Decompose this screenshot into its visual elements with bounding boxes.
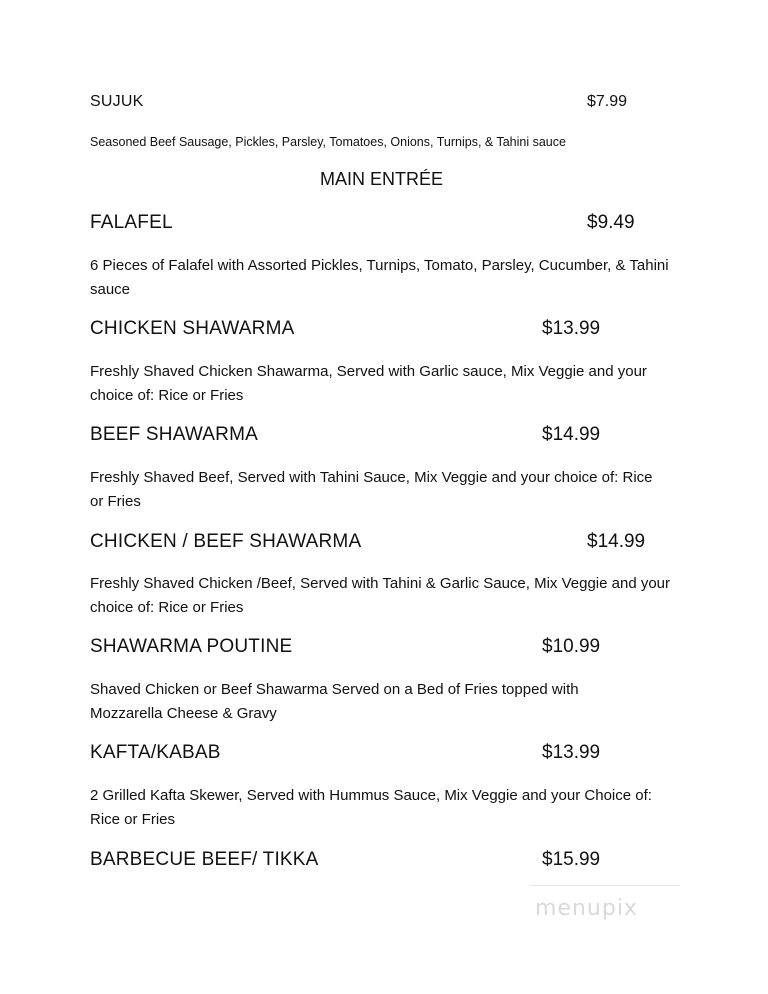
item-price-chicken-beef-shawarma: $14.99 (587, 531, 646, 552)
item-price-shawarma-poutine: $10.99 (542, 636, 601, 657)
item-price-kafta-kabab: $13.99 (542, 742, 601, 763)
watermark-line (530, 885, 680, 886)
item-name-chicken-beef-shawarma: CHICKEN / BEEF SHAWARMA (90, 531, 362, 552)
item-desc-chicken-shawarma: Freshly Shaved Chicken Shawarma, Served with Garlic sauce, Mix Veggie and your choice of: Rice or Fries (90, 363, 647, 404)
item-desc-chicken-beef-shawarma: Freshly Shaved Chicken /Beef, Served with Tahini & Garlic Sauce, Mix Veggie and your choice of: Rice or Fries (90, 575, 671, 616)
item-name-beef-shawarma: BEEF SHAWARMA (90, 424, 258, 445)
item-price-chicken-shawarma: $13.99 (542, 318, 601, 339)
item-price-falafel: $9.49 (587, 212, 635, 233)
item-name-sujuk: SUJUK (90, 93, 144, 110)
item-price-sujuk: $7.99 (587, 93, 628, 110)
item-desc-sujuk: Seasoned Beef Sausage, Pickles, Parsley, Tomatoes, Onions, Turnips, & Tahini sauce (90, 135, 566, 149)
item-desc-beef-shawarma: Freshly Shaved Beef, Served with Tahini Sauce, Mix Veggie and your choice of: Rice or Fries (90, 469, 653, 510)
watermark-logo: menupix (535, 896, 638, 921)
item-name-chicken-shawarma: CHICKEN SHAWARMA (90, 318, 295, 339)
item-name-falafel: FALAFEL (90, 212, 173, 233)
item-desc-shawarma-poutine: Shaved Chicken or Beef Shawarma Served on a Bed of Fries topped with Mozzarella Cheese & Gravy (90, 681, 579, 722)
item-price-beef-shawarma: $14.99 (542, 424, 601, 445)
item-desc-kafta-kabab: 2 Grilled Kafta Skewer, Served with Hummus Sauce, Mix Veggie and your Choice of: Rice or Fries (90, 787, 652, 828)
item-desc-falafel: 6 Pieces of Falafel with Assorted Pickles, Turnips, Tomato, Parsley, Cucumber, & Tahini sauce (90, 257, 669, 298)
item-price-barbecue-beef-tikka: $15.99 (542, 849, 601, 870)
item-name-shawarma-poutine: SHAWARMA POUTINE (90, 636, 293, 657)
item-name-kafta-kabab: KAFTA/KABAB (90, 742, 221, 763)
item-name-barbecue-beef-tikka: BARBECUE BEEF/ TIKKA (90, 849, 319, 870)
section-title: MAIN ENTRÉE (320, 169, 444, 189)
